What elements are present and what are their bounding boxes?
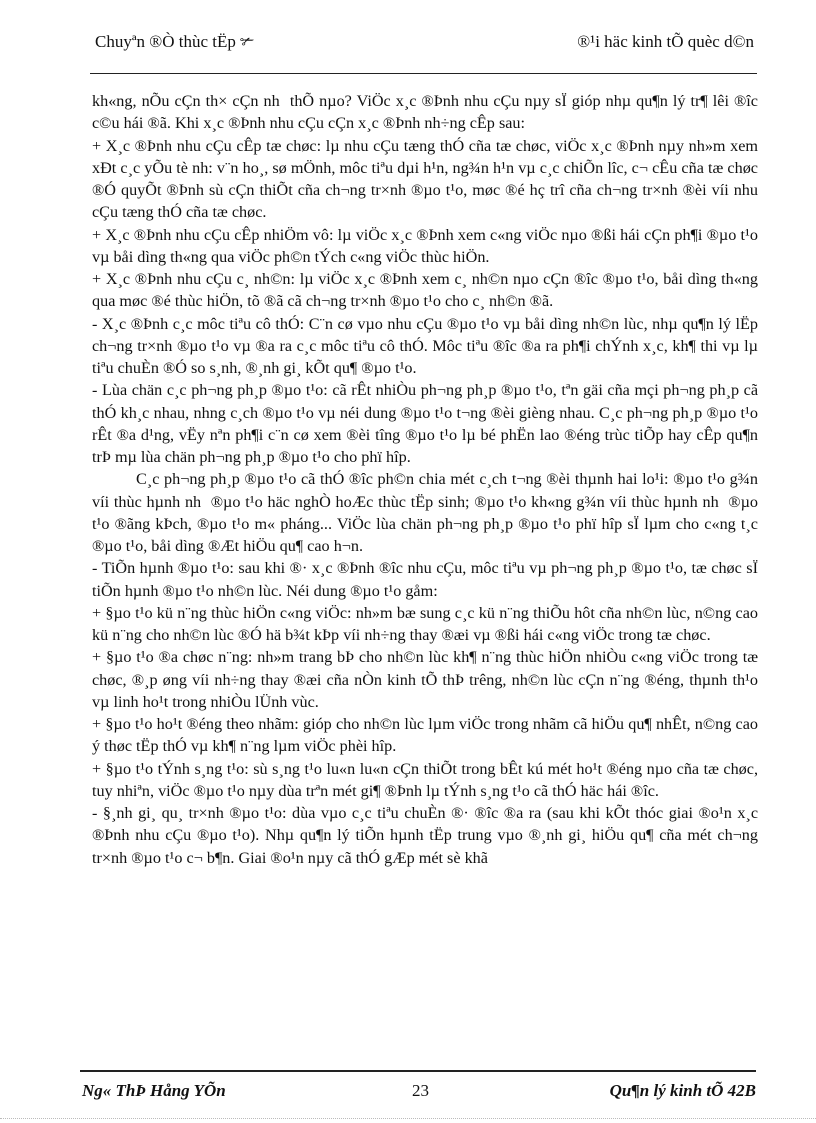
- paragraph: + X¸c ®Þnh nhu cÇu cÊp nhiÖm vô: lµ viÖc x¸c ®Þnh xem c«ng viÖc nµo ®ßi hái cÇn ph¶i ®µo t¹o vµ båi dìng th«ng qua viÖc ph©n tÝch c«ng viÖc thùc hiÖn.: [92, 225, 758, 266]
- page-footer: [82, 1079, 756, 1103]
- footer-divider: [80, 1070, 756, 1072]
- footer-class: Qu¶n lý kinh tÕ 42B: [609, 1081, 756, 1100]
- paragraph: + §µo t¹o ho¹t ®éng theo nhãm: gióp cho nh©n lùc lµm viÖc trong nhãm cã hiÖu qu¶ nhÊt, n©ng cao ý thøc tËp thÓ vµ kh¶ n¨ng lµm viÖc phèi hîp.: [92, 715, 758, 756]
- paragraph: - X¸c ®Þnh c¸c môc tiªu cô thÓ: C¨n cø vµo nhu cÇu ®µo t¹o vµ båi dìng nh©n lùc, nhµ qu¶n lý lËp ch¬ng tr×nh ®µo t¹o vµ ®a ra c¸c môc tiªu cô thÓ. Môc tiªu ®îc ®a ra ph¶i chÝnh x¸c, kh¶ thi vµ lµ tiªu chuÈn ®Ó so s¸nh, ®¸nh gi¸ kÕt qu¶ ®µo t¹o.: [92, 314, 758, 377]
- page-number: 23: [412, 1081, 429, 1100]
- paragraph: - §¸nh gi¸ qu¸ tr×nh ®µo t¹o: dùa vµo c¸c tiªu chuÈn ®· ®îc ®a ra (sau khi kÕt thóc giai ®o¹n x¸c ®Þnh nhu cÇu ®µo t¹o). Nhµ qu¶n lý tiÕn hµnh tËp trung vµo ®¸nh gi¸ hiÖu qu¶ cña mét ch¬ng tr×nh ®µo t¹o c¬ b¶n. Giai ®o¹n nµy cã thÓ gÆp mét sè khã: [92, 804, 758, 867]
- paragraph: + §µo t¹o ®a chøc n¨ng: nh»m trang bÞ cho nh©n lùc kh¶ n¨ng thùc hiÖn nhiÒu c«ng viÖc trong tæ chøc, ®¸p øng víi nh÷ng thay ®æi cña nÒn kinh tÕ thÞ trêng, nh©n lùc cÇn n¨ng ®éng, thµnh th¹o vµ linh ho¹t trong nhiÒu lÜnh vùc.: [92, 648, 758, 711]
- header-divider: [90, 73, 757, 74]
- page-bottom-border: [0, 1118, 816, 1119]
- paragraph: + X¸c ®Þnh nhu cÇu c¸ nh©n: lµ viÖc x¸c ®Þnh xem c¸ nh©n nµo cÇn ®îc ®µo t¹o, båi dìng th«ng qua møc ®é thùc hiÖn, tõ ®ã cã ch¬ng tr×nh ®µo t¹o cho c¸ nh©n ®ã.: [92, 270, 758, 311]
- paragraph: + §µo t¹o kü n¨ng thùc hiÖn c«ng viÖc: nh»m bæ sung c¸c kü n¨ng thiÕu hôt cña nh©n lùc, n©ng cao kü n¨ng cho nh©n lùc ®Ó hä b¾t kÞp víi nh÷ng thay ®æi vµ ®ßi hái c«ng viÖc trong tæ chøc.: [92, 603, 758, 644]
- paragraph: - Lùa chän c¸c ph¬ng ph¸p ®µo t¹o: cã rÊt nhiÒu ph¬ng ph¸p ®µo t¹o, tªn gäi cña mçi ph¬ng ph¸p cã thÓ kh¸c nhau, nhng c¸ch ®µo t¹o vµ néi dung ®µo t¹o t¬ng ®èi gièng nhau. C¸c ph¬ng ph¸p ®µo t¹o rÊt ®a d¹ng, vËy nªn ph¶i c¨n cø xem ®èi tîng ®µo t¹o lµ bé phËn lao ®éng trùc tiÕp hay cÊp qu¶n trÞ mµ lùa chän ph¬ng ph¸p ®µo t¹o cho phï hîp.: [92, 381, 758, 466]
- paragraph: kh«ng, nÕu cÇn th× cÇn nh thÕ nµo? ViÖc x¸c ®Þnh nhu cÇu nµy sÏ gióp nhµ qu¶n lý tr¶ lêi ®îc c©u hái ®ã. Khi x¸c ®Þnh nhu cÇu cÇn x¸c ®Þnh nh÷ng cÊp sau:: [92, 92, 758, 133]
- document-body: [92, 90, 758, 869]
- page-header: [95, 22, 754, 52]
- header-title-left: Chuyªn ®Ò thùc tËp ✃: [95, 32, 255, 51]
- footer-author: Ng« ThÞ Hång YÕn: [82, 1081, 226, 1100]
- paragraph: - TiÕn hµnh ®µo t¹o: sau khi ®· x¸c ®Þnh ®îc nhu cÇu, môc tiªu vµ ph¬ng ph¸p ®µo t¹o, tæ chøc sÏ tiÕn hµnh ®µo t¹o nh©n lùc. Néi dung ®µo t¹o gåm:: [92, 559, 758, 600]
- paragraph: C¸c ph¬ng ph¸p ®µo t¹o cã thÓ ®îc ph©n chia mét c¸ch t¬ng ®èi thµnh hai lo¹i: ®µo t¹o g¾n víi thùc hµnh nh ®µo t¹o häc nghÒ hoÆc thùc tËp sinh; ®µo t¹o kh«ng g¾n víi thùc hµnh nh ®µo t¹o ®ãng kÞch, ®µo t¹o m« pháng... ViÖc lùa chän ph¬ng ph¸p ®µo t¹o phï hîp sÏ lµm cho c«ng t¸c ®µo t¹o, båi dìng ®Æt hiÖu qu¶ cao h¬n.: [92, 470, 758, 555]
- header-title-right: ®¹i häc kinh tÕ quèc d©n: [577, 32, 754, 51]
- paragraph: + X¸c ®Þnh nhu cÇu cÊp tæ chøc: lµ nhu cÇu tæng thÓ cña tæ chøc, viÖc x¸c ®Þnh nµy nh»m xem xÐt c¸c yÕu tè nh: v¨n ho¸, sø mÖnh, môc tiªu dµi h¹n, ng¾n h¹n vµ c¸c chiÕn lîc, c¬ cÊu cña tæ chøc ®Ó quyÕt ®Þnh sù cÇn thiÕt cña ch¬ng tr×nh ®µo t¹o, møc ®é hç trî cña ch¬ng tr×nh ®èi víi nhu cÇu tæng thÓ cña tæ chøc.: [92, 136, 758, 222]
- paragraph: + §µo t¹o tÝnh s¸ng t¹o: sù s¸ng t¹o lu«n lu«n cÇn thiÕt trong bÊt kú mét ho¹t ®éng nµo cña tæ chøc, tuy nhiªn, viÖc ®µo t¹o nµy dùa trªn mét gi¶ ®Þnh lµ tÝnh s¸ng t¹o cã thÓ häc hái ®îc.: [92, 759, 758, 800]
